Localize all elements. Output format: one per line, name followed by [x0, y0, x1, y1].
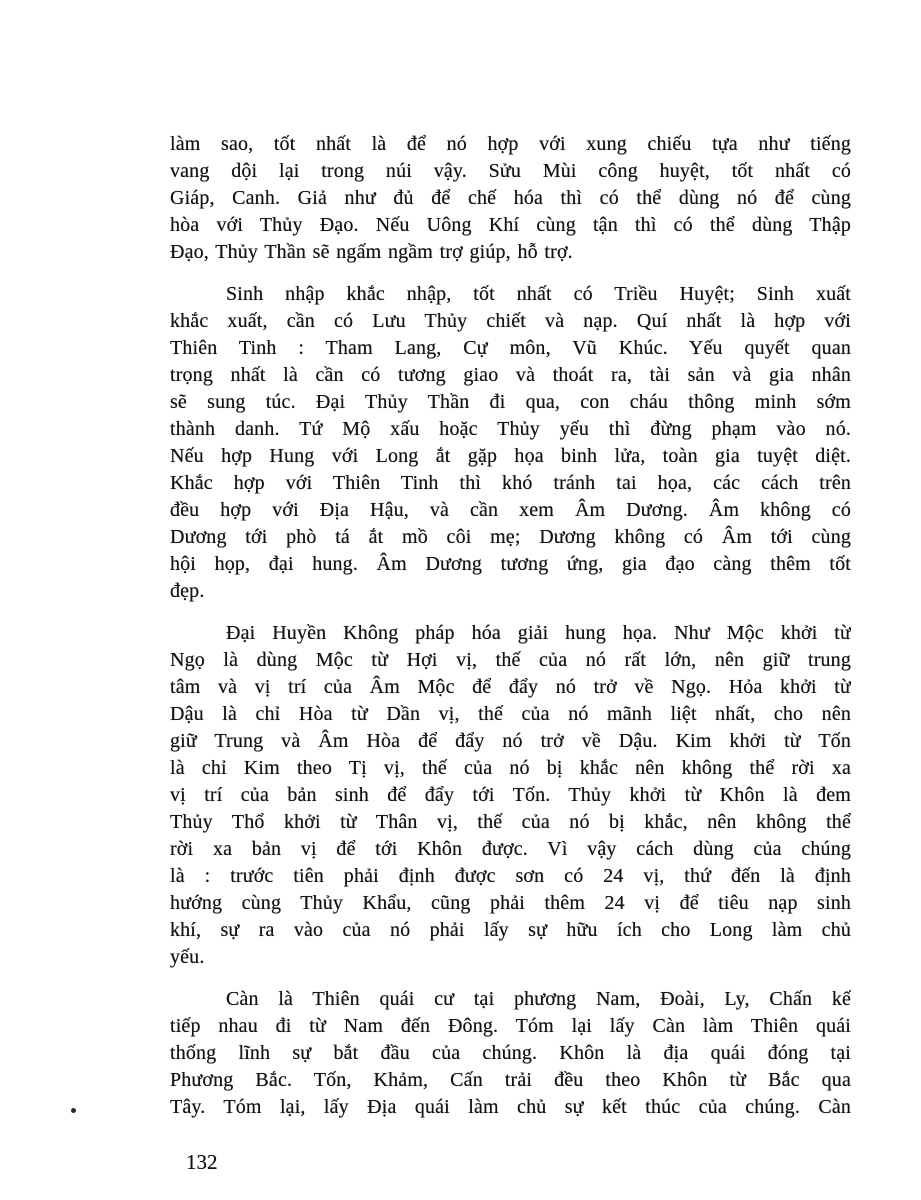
page-number: 132: [186, 1150, 218, 1174]
text-line: rời xa bản vị để tới Khôn được. Vì vậy cách dùng của chúng: [170, 838, 851, 860]
text-line: là : trước tiên phải định được sơn có 24 vị, thứ đến là định: [170, 865, 851, 887]
text-block: [170, 131, 851, 1121]
text-line: yếu.: [170, 946, 205, 968]
stray-ink-mark: [71, 1108, 76, 1113]
text-line: Tây. Tóm lại, lấy Địa quái làm chủ sự kết thúc của chúng. Càn: [170, 1096, 851, 1118]
text-line: hội họp, đại hung. Âm Dương tương ứng, gia đạo càng thêm tốt: [170, 553, 851, 575]
text-line: Ngọ là dùng Mộc từ Hợi vị, thế của nó rất lớn, nên giữ trung: [170, 649, 851, 671]
text-line: thành danh. Tứ Mộ xấu hoặc Thủy yếu thì đừng phạm vào nó.: [170, 418, 851, 440]
text-line: Thiên Tinh : Tham Lang, Cự môn, Vũ Khúc. Yếu quyết quan: [170, 337, 851, 359]
text-line: Giáp, Canh. Giả như đủ để chế hóa thì có thể dùng nó để cùng: [170, 187, 851, 209]
text-line: Dậu là chỉ Hòa từ Dần vị, thế của nó mãnh liệt nhất, cho nên: [170, 703, 851, 725]
text-line: hòa với Thủy Đạo. Nếu Uông Khí cùng tận thì có thể dùng Thập: [170, 214, 851, 236]
text-line: tiếp nhau đi từ Nam đến Đông. Tóm lại lấy Càn làm Thiên quái: [170, 1015, 851, 1037]
text-line: Nếu hợp Hung với Long ắt gặp họa binh lửa, toàn gia tuyệt diệt.: [170, 445, 851, 467]
text-line: Dương tới phò tá ắt mồ côi mẹ; Dương không có Âm tới cùng: [170, 526, 851, 548]
text-line: Càn là Thiên quái cư tại phương Nam, Đoài, Ly, Chấn kế: [226, 988, 851, 1010]
text-line: vang dội lại trong núi vậy. Sửu Mùi công huyệt, tốt nhất có: [170, 160, 851, 182]
text-line: Phương Bắc. Tốn, Khảm, Cấn trải đều theo Khôn từ Bắc qua: [170, 1069, 851, 1091]
text-line: Đạo, Thủy Thần sẽ ngấm ngầm trợ giúp, hỗ trợ.: [170, 241, 573, 263]
text-line: đẹp.: [170, 580, 205, 602]
text-line: khí, sự ra vào của nó phải lấy sự hữu ích cho Long làm chủ: [170, 919, 851, 941]
text-line: Đại Huyền Không pháp hóa giải hung họa. Như Mộc khởi từ: [226, 622, 851, 644]
text-line: là chỉ Kim theo Tị vị, thế của nó bị khắc nên không thể rời xa: [170, 757, 851, 779]
text-line: Sinh nhập khắc nhập, tốt nhất có Triều Huyệt; Sinh xuất: [226, 283, 851, 305]
text-line: đều hợp với Địa Hậu, và cần xem Âm Dương. Âm không có: [170, 499, 851, 521]
text-line: hướng cùng Thủy Khẩu, cũng phải thêm 24 vị để tiêu nạp sinh: [170, 892, 851, 914]
text-line: khắc xuất, cần có Lưu Thủy chiết và nạp. Quí nhất là hợp với: [170, 310, 851, 332]
text-line: làm sao, tốt nhất là để nó hợp với xung chiếu tựa như tiếng: [170, 133, 851, 155]
text-line: thống lĩnh sự bắt đầu của chúng. Khôn là địa quái đóng tại: [170, 1042, 851, 1064]
text-line: giữ Trung và Âm Hòa để đẩy nó trở về Dậu. Kim khởi từ Tốn: [170, 730, 851, 752]
text-line: trọng nhất là cần có tương giao và thoát ra, tài sản và gia nhân: [170, 364, 851, 386]
paragraph: [170, 281, 851, 605]
text-line: Khắc hợp với Thiên Tinh thì khó tránh tai họa, các cách trên: [170, 472, 851, 494]
text-line: sẽ sung túc. Đại Thủy Thần đi qua, con cháu thông minh sớm: [170, 391, 851, 413]
text-line: vị trí của bản sinh để đẩy tới Tốn. Thủy khởi từ Khôn là đem: [170, 784, 851, 806]
paragraph: [170, 620, 851, 971]
paragraph: [170, 986, 851, 1121]
paragraph: [170, 131, 851, 266]
text-line: Thủy Thổ khởi từ Thân vị, thế của nó bị khắc, nên không thể: [170, 811, 851, 833]
text-line: tâm và vị trí của Âm Mộc để đẩy nó trở về Ngọ. Hỏa khởi từ: [170, 676, 851, 698]
